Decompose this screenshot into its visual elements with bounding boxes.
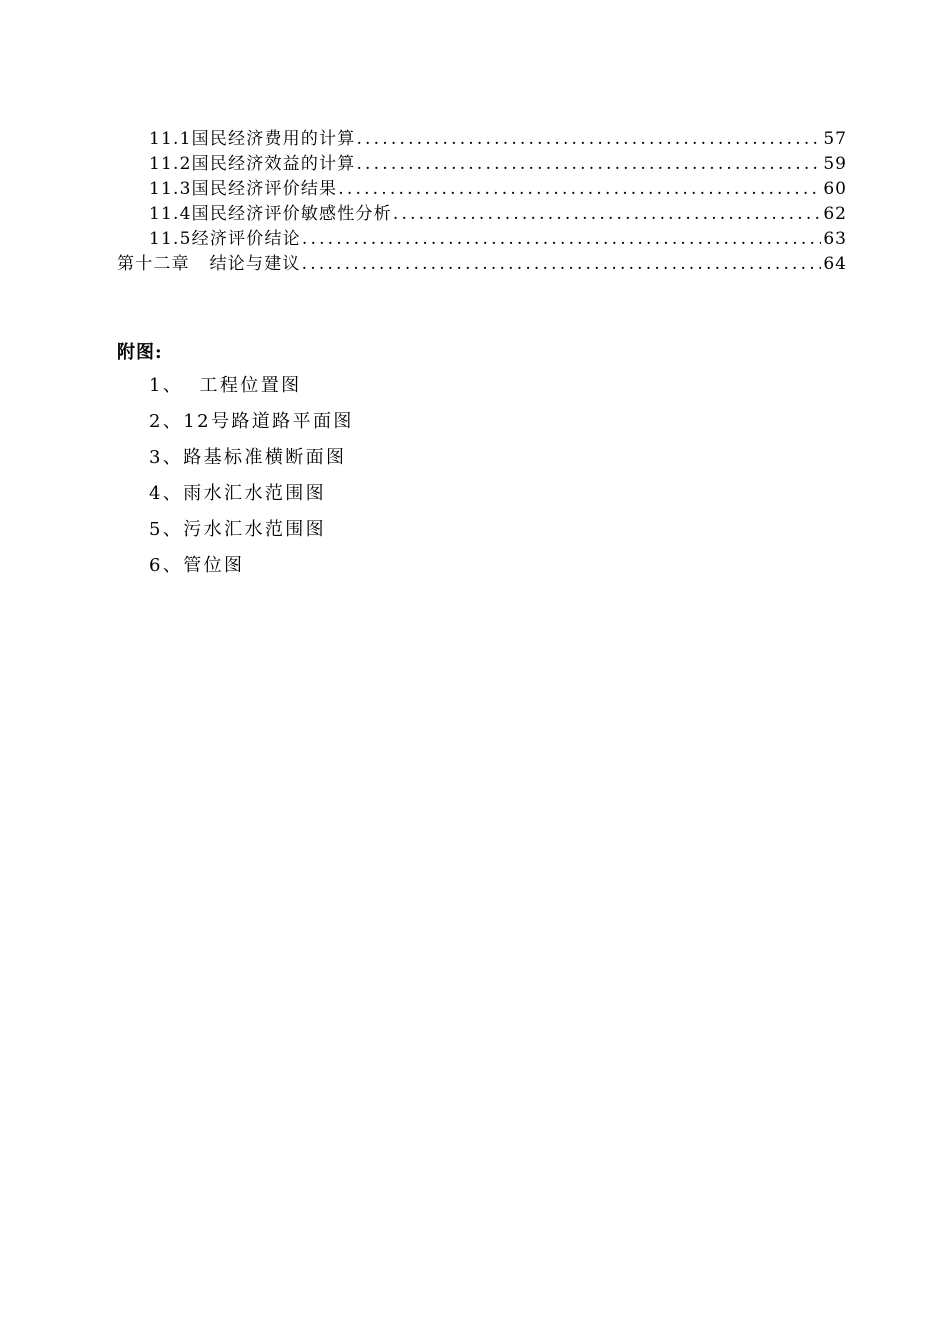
- toc-page-number: 64: [823, 254, 847, 274]
- toc-page-number: 62: [823, 204, 847, 224]
- toc-entry-title: 11.5经济评价结论: [149, 229, 301, 249]
- appendix-item: 2、12号路道路平面图: [149, 411, 354, 432]
- table-of-contents: [117, 124, 847, 274]
- toc-dot-leader: [302, 254, 822, 274]
- toc-page-number: 60: [823, 179, 847, 199]
- toc-dot-leader: [356, 154, 821, 174]
- appendix-item: 4、雨水汇水范围图: [149, 483, 327, 504]
- toc-entry-11-2[interactable]: [117, 149, 847, 174]
- toc-entry-title: 11.1国民经济费用的计算: [149, 129, 356, 149]
- toc-dot-leader: [338, 179, 821, 199]
- toc-dot-leader: [302, 229, 822, 249]
- appendix-heading: 附图:: [117, 342, 163, 363]
- toc-entry-11-4[interactable]: [117, 199, 847, 224]
- toc-entry-chapter-12[interactable]: [117, 249, 847, 274]
- toc-entry-title: 11.4国民经济评价敏感性分析: [149, 204, 392, 224]
- appendix-item: 1、 工程位置图: [149, 375, 302, 396]
- appendix-item: 3、路基标准横断面图: [149, 447, 347, 468]
- toc-dot-leader: [393, 204, 822, 224]
- toc-page-number: 63: [823, 229, 847, 249]
- toc-entry-11-5[interactable]: [117, 224, 847, 249]
- appendix-item: 5、污水汇水范围图: [149, 519, 327, 540]
- toc-page-number: 59: [823, 154, 847, 174]
- toc-entry-title: 第十二章 结论与建议: [117, 254, 301, 274]
- toc-page-number: 57: [823, 129, 847, 149]
- toc-dot-leader: [356, 129, 821, 149]
- toc-entry-11-1[interactable]: [117, 124, 847, 149]
- appendix-list: [149, 372, 354, 588]
- toc-entry-title: 11.3国民经济评价结果: [149, 179, 338, 199]
- toc-entry-11-3[interactable]: [117, 174, 847, 199]
- appendix-item: 6、管位图: [149, 555, 245, 576]
- toc-entry-title: 11.2国民经济效益的计算: [149, 154, 356, 174]
